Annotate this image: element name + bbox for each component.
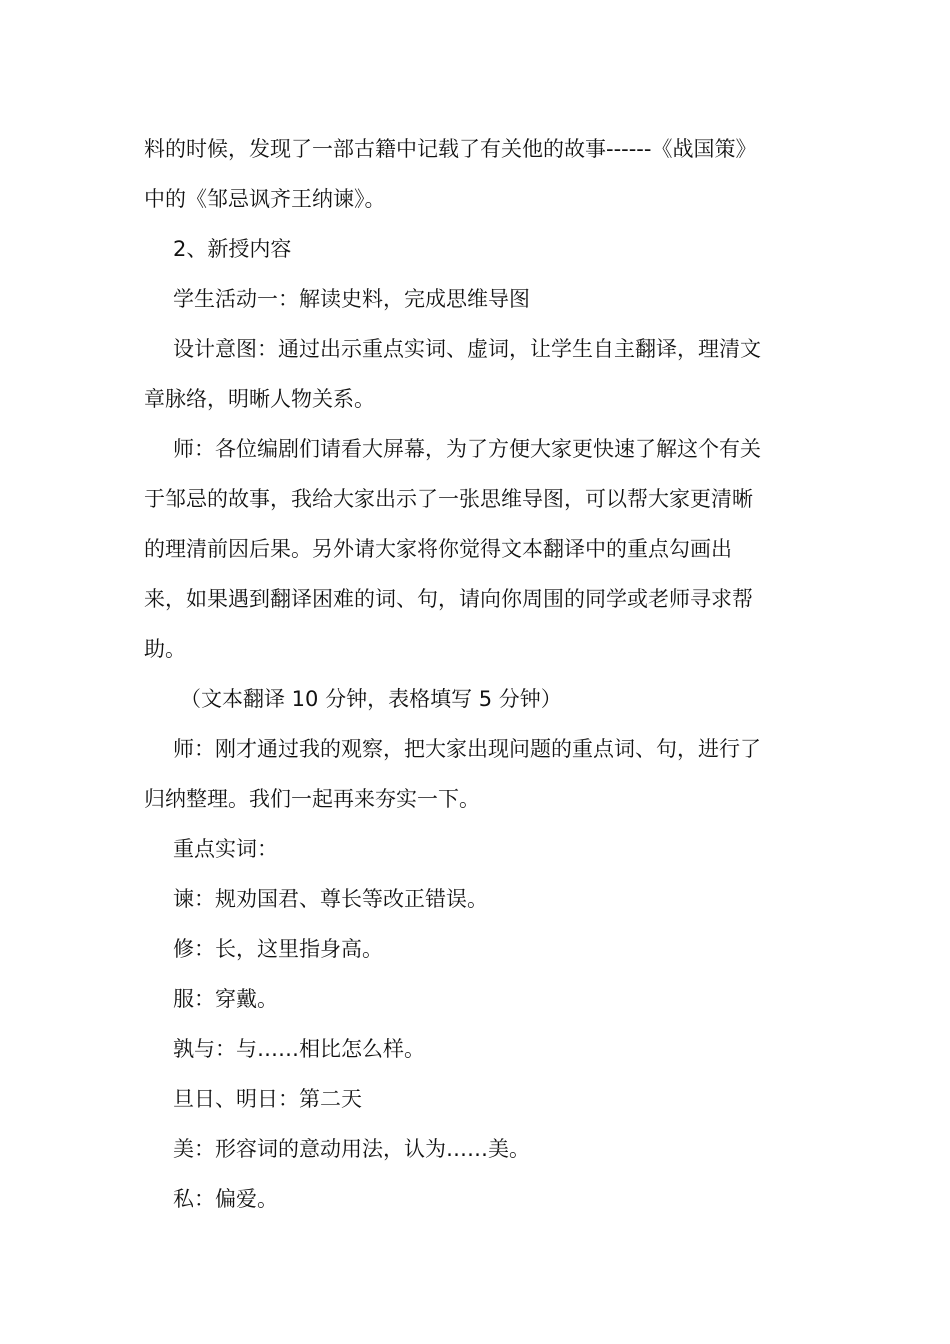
key-word-item: [144, 1174, 808, 1224]
text-line: 美：形容词的意动用法，认为……美。: [173, 1137, 530, 1161]
text-line: 料的时候，发现了一部古籍中记载了有关他的故事------《战国策》: [144, 137, 757, 161]
text-line: 谏：规劝国君、尊长等改正错误。: [173, 887, 488, 911]
text-line: 中的《邹忌讽齐王纳谏》。: [144, 187, 386, 211]
paragraph-design-intent: [144, 324, 808, 424]
text-line: 设计意图：通过出示重点实词、虚词，让学生自主翻译，理清文: [173, 337, 761, 361]
text-line: 师：各位编剧们请看大屏幕，为了方便大家更快速了解这个有关: [173, 437, 761, 461]
key-word-item: [144, 1024, 808, 1074]
text-line: 孰与：与……相比怎么样。: [173, 1037, 425, 1061]
key-word-item: [144, 924, 808, 974]
text-line: 2、新授内容: [173, 237, 292, 261]
paragraph-time-note: [144, 674, 808, 724]
text-line: 于邹忌的故事，我给大家出示了一张思维导图，可以帮大家更清晰: [144, 487, 753, 511]
text-line: 修：长，这里指身高。: [173, 937, 383, 961]
text-line: 服：穿戴。: [173, 987, 278, 1011]
key-word-item: [144, 974, 808, 1024]
key-words-heading: [144, 824, 808, 874]
key-word-item: [144, 874, 808, 924]
text-line: 助。: [144, 637, 186, 661]
text-line: 私：偏爱。: [173, 1187, 278, 1211]
text-line: 的理清前因后果。另外请大家将你觉得文本翻译中的重点勾画出: [144, 537, 732, 561]
text-line: 来，如果遇到翻译困难的词、句，请向你周围的同学或老师寻求帮: [144, 587, 753, 611]
activity-heading: [144, 274, 808, 324]
text-line: 旦日、明日：第二天: [173, 1087, 362, 1111]
section-heading-new-content: [144, 224, 808, 274]
paragraph-teacher-instruction: [144, 424, 808, 674]
paragraph-teacher-summary: [144, 724, 808, 824]
text-line: 师：刚才通过我的观察，把大家出现问题的重点词、句，进行了: [173, 737, 761, 761]
document-page: [144, 124, 808, 1224]
text-line: （文本翻译 10 分钟，表格填写 5 分钟）: [180, 687, 562, 711]
key-word-item: [144, 1124, 808, 1174]
key-word-item: [144, 1074, 808, 1124]
paragraph-intro-continuation: [144, 124, 808, 224]
text-line: 归纳整理。我们一起再来夯实一下。: [144, 787, 480, 811]
text-line: 重点实词：: [173, 837, 278, 861]
text-line: 学生活动一：解读史料，完成思维导图: [173, 287, 530, 311]
text-line: 章脉络，明晰人物关系。: [144, 387, 375, 411]
